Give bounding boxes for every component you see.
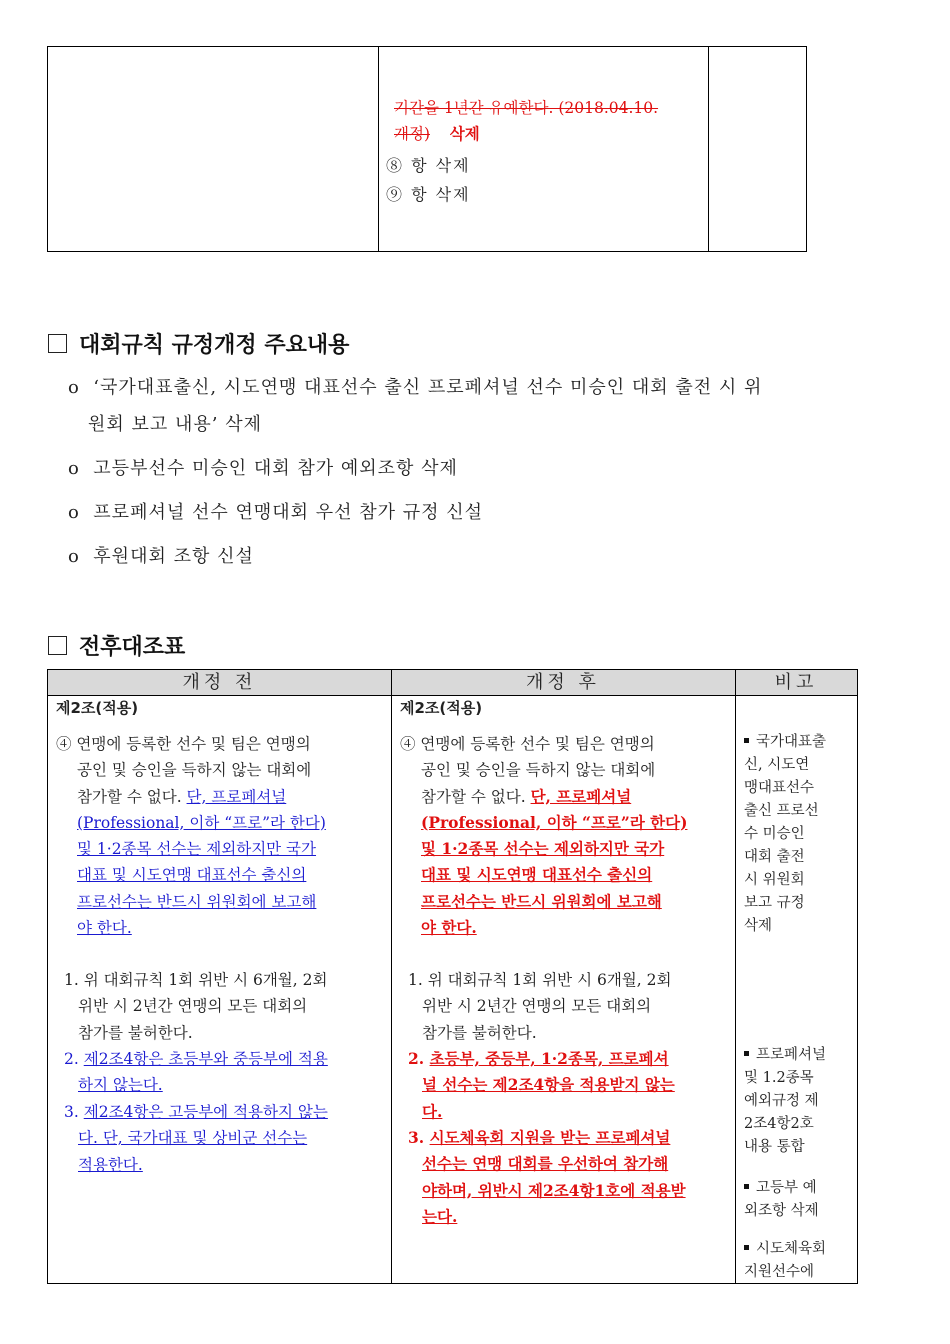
- header-after: 개정 후: [391, 670, 735, 696]
- before-paragraph-4: ④ 연맹에 등록한 선수 및 팀은 연맹의 공인 및 승인을 득하지 않는 대회에 참가할 수 없다. 단, 프로페셔널 (Professional, 이하 “프로”라 한다) 및 1·2종목 선수는 제외하지만 국가 대표 및 시도연맹 대표선수 출신의 프로선수는 반드시 위원회에 보고해 야 한다.: [56, 735, 326, 938]
- remark-1: 국가대표출 신, 시도연 맹대표선수 출신 프로선 수 미승인 대회 출전 시 위원회 보고 규정 삭제: [744, 734, 827, 934]
- before-item-1: 1. 위 대회규칙 1회 위반 시 6개월, 2회 위반 시 2년간 연맹의 모든 대회의 참가를 불허한다.: [64, 971, 328, 1042]
- remark-4: 시도체육회 지원선수에: [744, 1241, 827, 1280]
- before-item-3: 3. 제2조4항은 고등부에 적용하지 않는 다. 단, 국가대표 및 상비군 선수는 적용한다.: [64, 1103, 328, 1174]
- bullet-mark: ο: [68, 458, 80, 479]
- bullet-square-icon: [744, 1245, 749, 1250]
- bullet-mark: ο: [68, 546, 80, 567]
- bullet-item-1-cont: 원회 보고 내용’ 삭제: [88, 414, 262, 435]
- column-divider: [378, 47, 379, 251]
- bullet-item-1: ο ‘국가대표출신, 시도연맹 대표선수 출신 프로페셔널 선수 미승인 대회 출전 시 위: [68, 377, 763, 398]
- article-title-before: 제2조(적용): [56, 699, 139, 717]
- before-item-2: 2. 제2조4항은 초등부와 중등부에 적용 하지 않는다.: [64, 1050, 328, 1095]
- bullet-square-icon: [744, 1184, 749, 1189]
- column-divider: [708, 47, 709, 251]
- bullet-mark: ο: [68, 502, 80, 523]
- article-title-after: 제2조(적용): [400, 699, 483, 717]
- after-item-3: 3. 시도체육회 지원을 받는 프로페셔널 선수는 연맹 대회를 우선하여 참가해 야하며, 위반시 제2조4항1호에 적용받 는다.: [408, 1128, 686, 1226]
- column-divider: [391, 670, 392, 1283]
- section-heading-main-changes: 대회규칙 규정개정 주요내용: [48, 328, 349, 359]
- bullet-square-icon: [744, 738, 749, 743]
- item-8-deleted: ⑧ 항 삭제: [386, 156, 471, 175]
- top-table: [47, 46, 807, 252]
- bullet-mark: ο: [68, 377, 80, 398]
- checkbox-square-icon: [48, 334, 67, 353]
- header-before: 개정 전: [48, 670, 391, 696]
- header-remarks: 비고: [735, 670, 857, 696]
- column-divider: [735, 670, 736, 1283]
- after-item-1: 1. 위 대회규칙 1회 위반 시 6개월, 2회 위반 시 2년간 연맹의 모든 대회의 참가를 불허한다.: [408, 971, 672, 1042]
- comparison-table: [47, 669, 858, 1284]
- remark-2: 프로페셔널 및 1.2종목 예외규정 제 2조4항2호 내용 통합: [744, 1047, 827, 1155]
- bullet-square-icon: [744, 1051, 749, 1056]
- after-paragraph-4: ④ 연맹에 등록한 선수 및 팀은 연맹의 공인 및 승인을 득하지 않는 대회에 참가할 수 없다. 단, 프로페셔널 (Professional, 이하 “프로”라 한다) 및 1·2종목 선수는 제외하지만 국가 대표 및 시도연맹 대표선수 출신의 프로선수는 반드시 위원회에 보고해 야 한다.: [400, 735, 688, 938]
- item-9-deleted: ⑨ 항 삭제: [386, 185, 471, 204]
- deleted-items: [386, 151, 471, 209]
- bullet-item-3: ο 프로페셔널 선수 연맹대회 우선 참가 규정 신설: [68, 502, 483, 523]
- section-heading-comparison: 전후대조표: [48, 630, 185, 661]
- bullet-item-2: ο 고등부선수 미승인 대회 참가 예외조항 삭제: [68, 458, 458, 479]
- checkbox-square-icon: [48, 636, 67, 655]
- after-item-2: 2. 초등부, 중등부, 1·2종목, 프로페셔 널 선수는 제2조4항을 적용받지 않는 다.: [408, 1049, 675, 1121]
- bullet-item-4: ο 후원대회 조항 신설: [68, 546, 254, 567]
- struck-text-block: 기간을 1년간 유예한다. (2018.04.10. 개정) 삭제: [394, 99, 659, 143]
- remark-3: 고등부 예 외조항 삭제: [744, 1180, 819, 1219]
